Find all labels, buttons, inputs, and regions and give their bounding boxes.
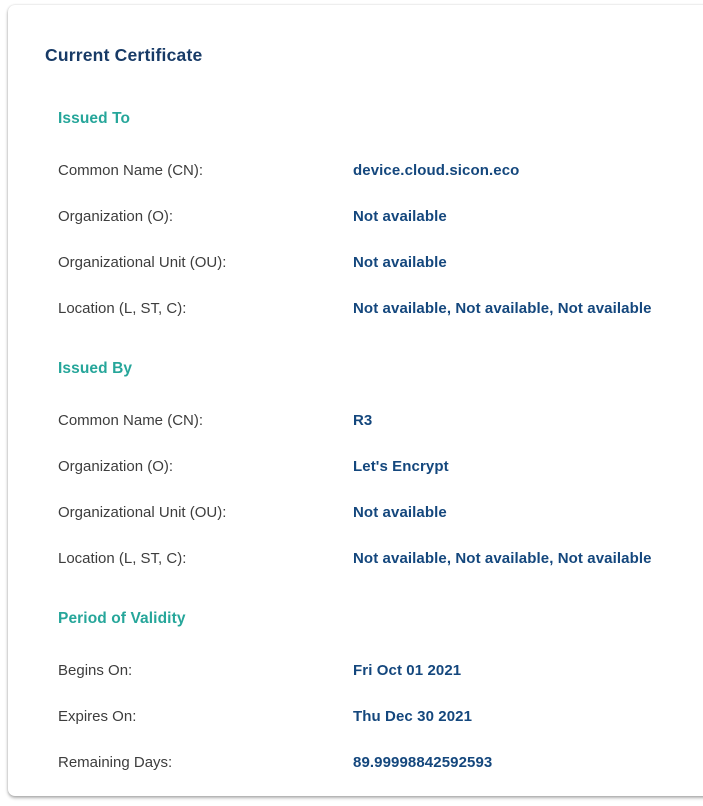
- card-title: Current Certificate: [45, 45, 203, 65]
- field-row: [58, 254, 703, 271]
- field-label: Location (L, ST, C):: [58, 300, 187, 317]
- field-label: Organization (O):: [58, 208, 174, 225]
- field-value: Not available: [353, 208, 447, 225]
- section-heading-issued-by: Issued By: [58, 360, 133, 377]
- field-label: Location (L, ST, C):: [58, 550, 187, 567]
- field-row: [58, 458, 703, 475]
- field-value: Not available, Not available, Not available: [353, 300, 652, 317]
- field-label: Organization (O):: [58, 458, 174, 475]
- field-row: [58, 300, 703, 317]
- field-row: [58, 504, 703, 521]
- current-certificate-card: [8, 5, 703, 796]
- section-heading-issued-to: Issued To: [58, 110, 131, 127]
- field-value: Not available, Not available, Not available: [353, 550, 652, 567]
- field-label: Remaining Days:: [58, 754, 173, 771]
- field-label: Organizational Unit (OU):: [58, 254, 227, 271]
- field-label: Begins On:: [58, 662, 133, 679]
- field-row: [58, 208, 703, 225]
- field-value: Let's Encrypt: [353, 458, 449, 475]
- field-row: [58, 708, 703, 725]
- field-row: [58, 412, 703, 429]
- field-value: Not available: [353, 254, 447, 271]
- field-value: Thu Dec 30 2021: [353, 708, 473, 725]
- field-label: Expires On:: [58, 708, 137, 725]
- field-row: [58, 162, 703, 179]
- field-row: [58, 754, 703, 771]
- field-label: Organizational Unit (OU):: [58, 504, 227, 521]
- section-issued-to: [58, 110, 703, 317]
- field-value: R3: [353, 412, 373, 429]
- field-row: [58, 662, 703, 679]
- field-value: 89.99998842592593: [353, 754, 493, 771]
- field-row: [58, 550, 703, 567]
- field-value: Fri Oct 01 2021: [353, 662, 462, 679]
- field-value: Not available: [353, 504, 447, 521]
- field-label: Common Name (CN):: [58, 162, 204, 179]
- section-issued-by: [58, 360, 703, 567]
- field-label: Common Name (CN):: [58, 412, 204, 429]
- section-heading-period-of-validity: Period of Validity: [58, 610, 186, 627]
- field-value: device.cloud.sicon.eco: [353, 162, 520, 179]
- section-period-of-validity: [58, 610, 703, 771]
